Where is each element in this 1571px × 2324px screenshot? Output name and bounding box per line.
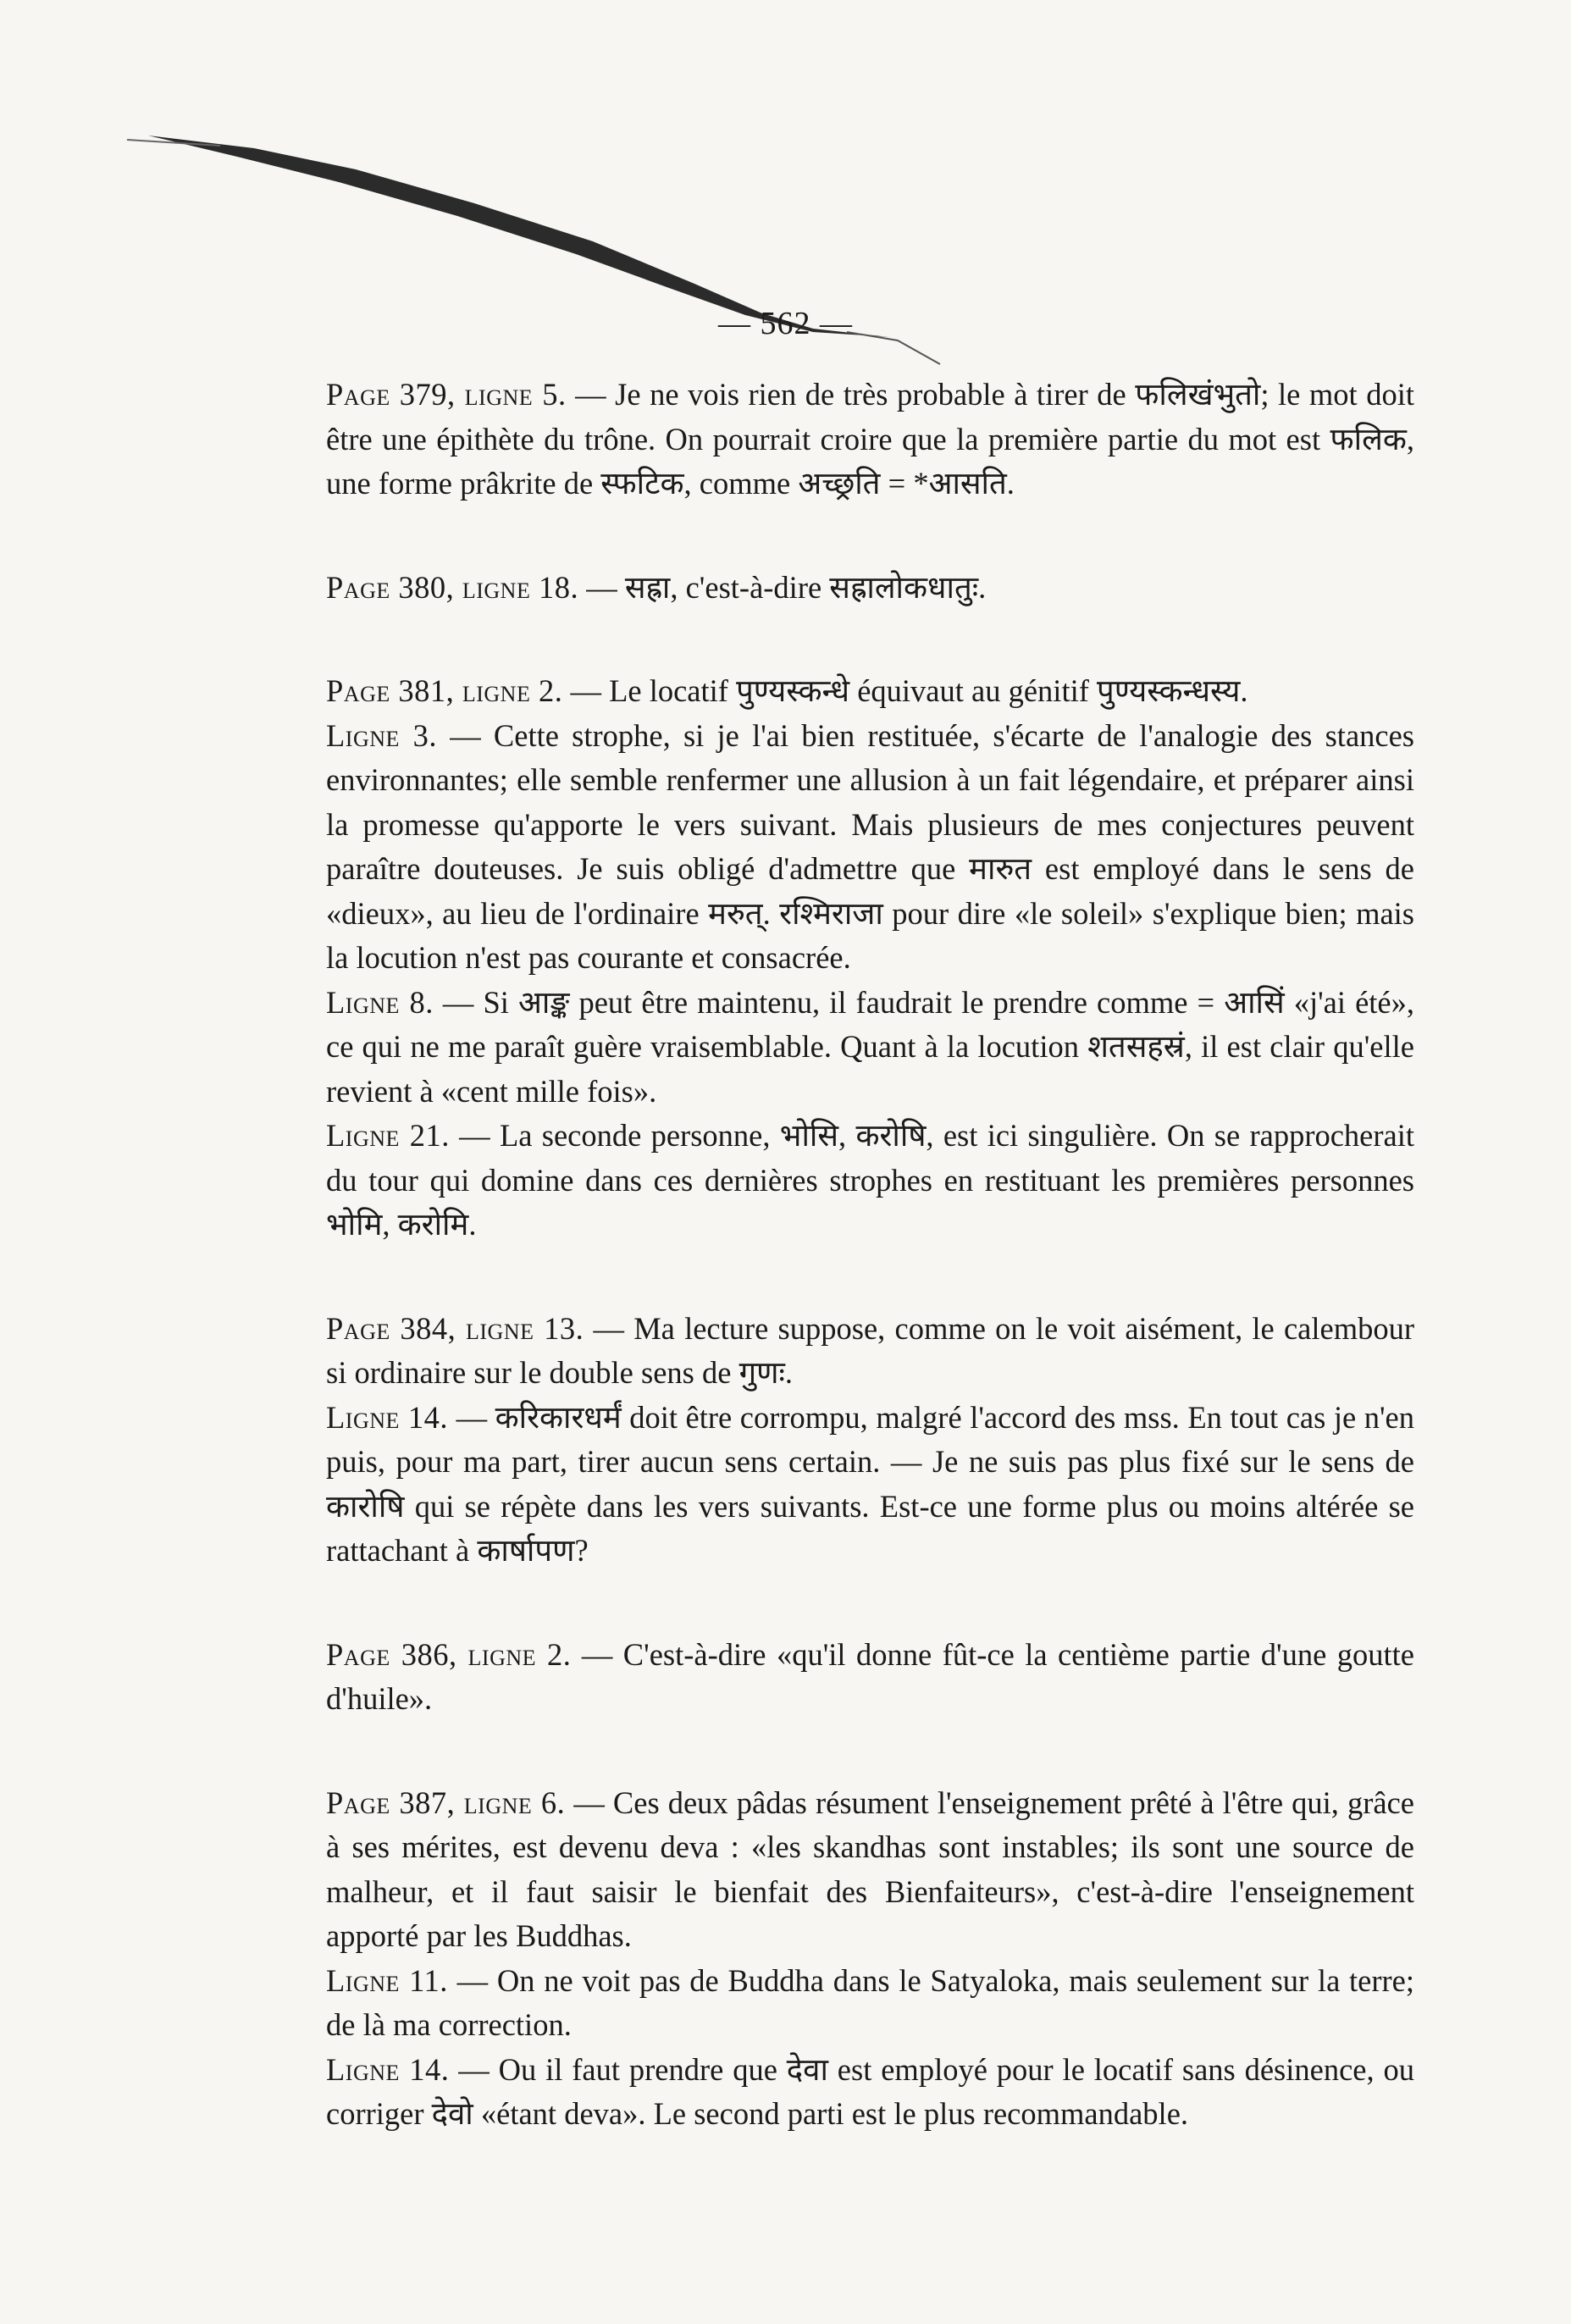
note-page-386: Page 386, ligne 2. — C'est-à-dire «qu'il donne fût-ce la centième partie d'une goutte d'huile». xyxy=(326,1636,1415,1716)
note-page-380: Page 380, ligne 18. — सह्रा, c'est-à-dire सह्रालोकधातुः. xyxy=(326,569,987,605)
page-number: — 562 — xyxy=(718,306,853,341)
note-page-384: Page 384, ligne 13. — Ma lecture suppose, comme on le voit aisément, le calembour si ordinaire sur le double sens de गुणः. xyxy=(326,1310,1414,1390)
note-page-381: Page 381, ligne 2. — Le locatif पुण्यस्कन्धे équivaut au génitif पुण्यस्कन्धस्य. xyxy=(326,673,1248,708)
note-page-381-ligne-8: Ligne 8. — Si आङ्क peut être maintenu, il faudrait le prendre comme = आसिं «j'ai été», ce qui ne me paraît guère vraisemblable. Quant à la locution शतसहस्रं, il est clair qu'elle revient à «cent mille fois». xyxy=(326,984,1415,1109)
note-page-387-ligne-14: Ligne 14. — Ou il faut prendre que देवा est employé pour le locatif sans désinence, ou corriger देवो «étant deva». Le second parti est le plus recommandable. xyxy=(326,2051,1414,2131)
note-page-381-ligne-3: Ligne 3. — Cette strophe, si je l'ai bien restituée, s'écarte de l'analogie des stances environnantes; elle semble renfermer une allusion à un fait légendaire, et préparer ainsi la promesse qu'apporte le vers suivant. Mais plusieurs de mes conjectures peuvent paraître douteuses. Je suis obligé d'admettre que मारुत est employé dans le sens de «dieux», au lieu de l'ordinaire मरुत्. रश्मिराजा pour dire «le soleil» s'explique bien; mais la locution n'est pas courante et consacrée. xyxy=(326,717,1414,975)
torn-paper-edge xyxy=(0,0,1571,423)
note-page-384-ligne-14: Ligne 14. — करिकारधर्मं doit être corrompu, malgré l'accord des mss. En tout cas je n'en puis, pour ma part, tirer aucun sens certain. — Je ne suis pas plus fixé sur le sens de कारोषि qui se répète dans les vers suivants. Est-ce une forme plus ou moins altérée se rattachant à कार्षापण? xyxy=(326,1399,1414,1568)
note-page-387: Page 387, ligne 6. — Ces deux pâdas résument l'enseignement prêté à l'être qui, grâce à ses mérites, est devenu deva : «les skandhas sont instables; ils sont une source de malheur, et il faut saisir le bienfait des Bienfaiteurs», c'est-à-dire l'enseignement apporté par les Buddhas. xyxy=(326,1784,1414,1953)
note-page-381-ligne-21: Ligne 21. — La seconde personne, भोसि, करोषि, est ici singulière. On se rapprocherait du tour qui domine dans ces dernières strophes en restituant les premières personnes भोमि, करोमि. xyxy=(326,1118,1415,1242)
note-page-387-ligne-11: Ligne 11. — On ne voit pas de Buddha dans le Satyaloka, mais seulement sur la terre; de là ma correction. xyxy=(326,1962,1414,2042)
note-page-379: Page 379, ligne 5. — Je ne vois rien de très probable à tirer de फलिखंभुतो; le mot doit être une épithète du trône. On pourrait croire que la première partie du mot est फलिक, une forme prâkrite de स्फटिक, comme अच्छ्रति = *आसति. xyxy=(326,377,1415,501)
notes-body xyxy=(326,373,1414,2137)
